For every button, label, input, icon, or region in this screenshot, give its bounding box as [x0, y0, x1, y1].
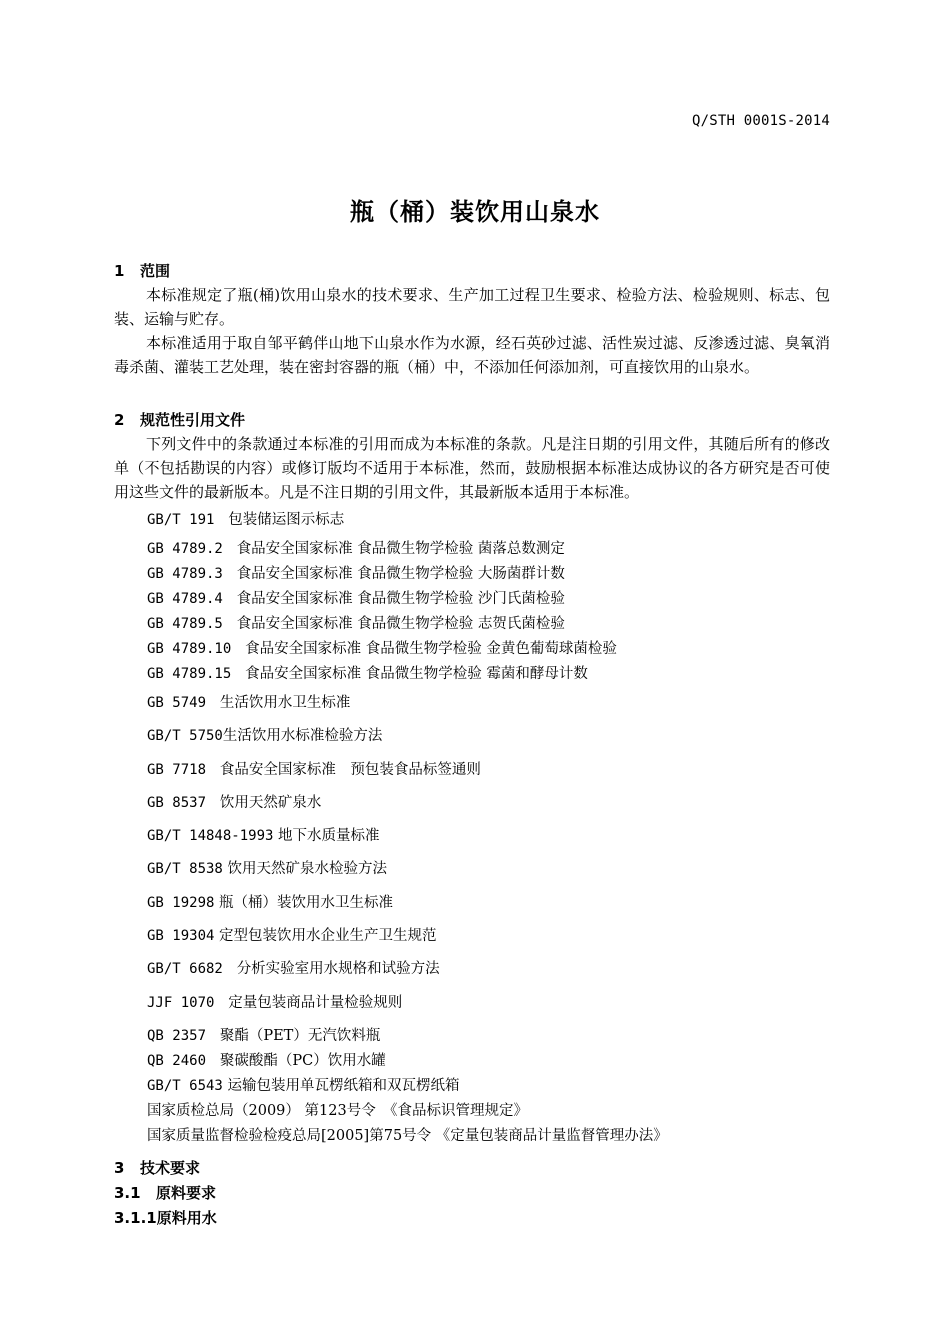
reference-title: 包装储运图示标志 — [228, 512, 345, 528]
reference-title: 生活饮用水标准检验方法 — [222, 728, 383, 744]
section-number: 3.1.1 — [114, 1209, 157, 1227]
section-title: 规范性引用文件 — [140, 411, 246, 429]
reference-code: GB 4789.15 — [147, 666, 232, 682]
section-title: 技术要求 — [140, 1159, 201, 1177]
section-3-1-1-heading — [114, 1207, 217, 1228]
reference-code: QB 2460 — [147, 1053, 207, 1069]
reference-code: GB 4789.3 — [147, 566, 223, 582]
reference-title: 聚酯（PET）无汽饮料瓶 — [219, 1028, 381, 1044]
section-number: 3.1 — [114, 1184, 141, 1202]
reference-code: GB/T 191 — [147, 512, 215, 528]
reference-code: GB 4789.4 — [147, 591, 223, 607]
reference-title: 饮用天然矿泉水检验方法 — [227, 861, 387, 877]
reference-item — [147, 662, 588, 683]
reference-title: 饮用天然矿泉水 — [219, 795, 322, 811]
reference-code: GB 4789.10 — [147, 641, 232, 657]
section-number: 1 — [114, 262, 125, 280]
reference-item — [147, 991, 402, 1012]
reference-code: GB/T 5750 — [147, 728, 223, 744]
reference-item — [147, 924, 437, 945]
reference-title: 食品安全国家标准 食品微生物学检验 金黄色葡萄球菌检验 — [245, 641, 617, 657]
reference-title: 聚碳酸酯（PC）饮用水罐 — [219, 1053, 386, 1069]
reference-code: GB/T 6682 — [147, 961, 223, 977]
reference-title: 地下水质量标准 — [278, 828, 380, 844]
reference-code: GB/T 8538 — [147, 861, 223, 877]
reference-item — [147, 758, 481, 779]
section-2-heading — [114, 409, 245, 430]
reference-item — [147, 537, 565, 558]
reference-item — [147, 857, 387, 878]
section-1-heading — [114, 260, 170, 281]
reference-code: GB 7718 — [147, 762, 207, 778]
reference-code: GB 4789.5 — [147, 616, 223, 632]
reference-title: 定量包装商品计量检验规则 — [228, 995, 403, 1011]
section-title: 原料用水 — [156, 1209, 217, 1227]
reference-item — [147, 891, 393, 912]
scope-paragraph-2: 本标准适用于取自邹平鹤伴山地下山泉水作为水源，经石英砂过滤、活性炭过滤、反渗透过滤、臭氧消毒杀菌、灌装工艺处理，装在密封容器的瓶（桶）中，不添加任何添加剂，可直接饮用的山泉水。 — [114, 334, 830, 376]
reference-title: 食品安全国家标准 食品微生物学检验 沙门氏菌检验 — [236, 591, 565, 607]
reference-title: 食品安全国家标准 食品微生物学检验 菌落总数测定 — [236, 541, 565, 557]
reference-title: 第123号令 《食品标识管理规定》 — [304, 1103, 528, 1119]
section-3-1-heading — [114, 1182, 216, 1203]
reference-item — [147, 562, 565, 583]
section-title: 范围 — [140, 262, 171, 280]
reference-title: 《定量包装商品计量监督管理办法》 — [435, 1128, 668, 1144]
reference-code: GB/T 6543 — [147, 1078, 223, 1094]
section-number: 2 — [114, 411, 125, 429]
section-3-heading — [114, 1157, 200, 1178]
reference-item — [147, 724, 382, 745]
reference-code: GB 8537 — [147, 795, 207, 811]
reference-code: GB 19304 — [147, 928, 215, 944]
reference-code: 国家质量监督检验检疫总局[2005]第75号令 — [147, 1128, 432, 1144]
standard-code: Q/STH 0001S-2014 — [691, 113, 830, 129]
reference-title: 运输包装用单瓦楞纸箱和双瓦楞纸箱 — [227, 1078, 460, 1094]
reference-title: 食品安全国家标准 食品微生物学检验 大肠菌群计数 — [236, 566, 565, 582]
reference-title: 分析实验室用水规格和试验方法 — [236, 961, 440, 977]
reference-code: GB 4789.2 — [147, 541, 223, 557]
reference-code: GB 5749 — [147, 695, 207, 711]
reference-item — [147, 824, 380, 845]
reference-item — [147, 587, 565, 608]
reference-item — [147, 637, 617, 658]
reference-item — [147, 1024, 380, 1045]
reference-title: 生活饮用水卫生标准 — [219, 695, 351, 711]
normative-intro-paragraph: 下列文件中的条款通过本标准的引用而成为本标准的条款。凡是注日期的引用文件，其随后所有的修改单（不包括勘误的内容）或修订版均不适用于本标准，然而，鼓励根据本标准达成协议的各方研究是否可使用这些文件的最新版本。凡是不注日期的引用文件，其最新版本适用于本标准。 — [114, 435, 830, 501]
reference-item — [147, 1049, 386, 1070]
reference-title: 食品安全国家标准 预包装食品标签通则 — [219, 762, 481, 778]
section-title: 原料要求 — [156, 1184, 217, 1202]
reference-code: JJF 1070 — [147, 995, 215, 1011]
reference-code: 国家质检总局（2009） — [147, 1103, 300, 1119]
reference-item — [147, 1124, 668, 1145]
reference-item — [147, 508, 344, 529]
reference-code: GB/T 14848-1993 — [147, 828, 274, 844]
reference-code: GB 19298 — [147, 895, 215, 911]
reference-code: QB 2357 — [147, 1028, 207, 1044]
reference-title: 定型包装饮用水企业生产卫生规范 — [219, 928, 437, 944]
reference-title: 食品安全国家标准 食品微生物学检验 霉菌和酵母计数 — [245, 666, 588, 682]
reference-item — [147, 791, 321, 812]
reference-item — [147, 1074, 459, 1095]
reference-item — [147, 691, 350, 712]
document-title: 瓶（桶）装饮用山泉水 — [350, 198, 600, 226]
reference-title: 食品安全国家标准 食品微生物学检验 志贺氏菌检验 — [236, 616, 565, 632]
reference-item — [147, 612, 565, 633]
reference-title: 瓶（桶）装饮用水卫生标准 — [219, 895, 394, 911]
reference-item — [147, 1099, 528, 1120]
scope-paragraph-1: 本标准规定了瓶(桶)饮用山泉水的技术要求、生产加工过程卫生要求、检验方法、检验规则、标志、包装、运输与贮存。 — [114, 286, 830, 328]
reference-item — [147, 957, 440, 978]
section-number: 3 — [114, 1159, 125, 1177]
